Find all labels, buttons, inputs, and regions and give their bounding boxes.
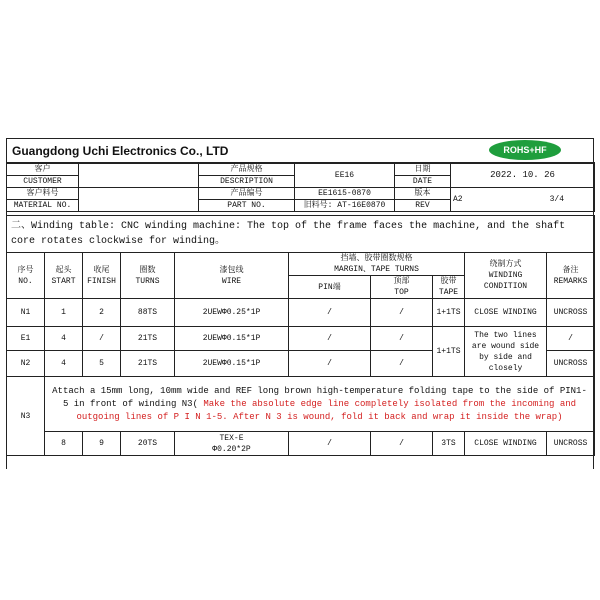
row-tape: 1+1TS [433, 327, 465, 377]
row-start: 4 [45, 327, 83, 351]
col-turns [121, 253, 175, 299]
header-table [6, 162, 595, 212]
col-margin [289, 253, 465, 276]
col-turns-en: TURNS [135, 276, 160, 286]
n3-note-text: Attach a 15mm long, 10mm wide and REF long brown high-temperature folding tape to the side of PIN1-5 in front of winding N3( [52, 385, 587, 409]
part-cn: 产品编号 [199, 188, 295, 200]
material-value [79, 188, 199, 212]
col-finish-cn: 收尾 [93, 265, 110, 275]
rev-en: REV [395, 200, 451, 212]
n3-note [45, 377, 595, 432]
table-row [7, 377, 595, 432]
col-remarks [547, 253, 595, 299]
date-en: DATE [395, 176, 451, 188]
row-wire: 2UEWΦ0.25*1P [175, 299, 289, 327]
row-finish: / [83, 327, 121, 351]
customer-cn: 客户 [7, 163, 79, 176]
col-margin-en: MARGIN、TAPE TURNS [334, 265, 419, 274]
page-number: 3/4 [549, 195, 564, 204]
col-no-cn: 序号 [17, 265, 34, 275]
row-finish: 2 [83, 299, 121, 327]
row-start: 1 [45, 299, 83, 327]
col-wire [175, 253, 289, 299]
col-start-en: START [51, 276, 76, 286]
col-condition [465, 253, 547, 299]
desc-value: EE16 [295, 163, 395, 188]
material-en: MATERIAL NO. [7, 200, 79, 212]
col-start-cn: 起头 [55, 265, 72, 275]
col-top-cn: 顶部 [393, 277, 410, 286]
row-wire-line1: TEX-E [219, 433, 244, 443]
row-no: E1 [7, 327, 45, 351]
row-pin: / [289, 351, 371, 377]
col-remarks-cn: 备注 [562, 265, 579, 275]
row-condition: The two lines are wound side by side and closely [465, 327, 547, 377]
row-finish: 9 [83, 432, 121, 456]
col-cond-en1: WINDING [488, 271, 523, 280]
row-remarks: UNCROSS [547, 351, 595, 377]
col-pin: PIN端 [289, 276, 371, 299]
row-wire [175, 432, 289, 456]
col-tape-cn: 胶带 [440, 277, 457, 286]
part-old-number: 旧料号: AT-16E0870 [295, 200, 395, 212]
material-cn: 客户料号 [7, 188, 79, 200]
row-turns: 21TS [121, 327, 175, 351]
row-wire-line2: Φ0.20*2P [212, 444, 251, 454]
rev-cn: 版本 [395, 188, 451, 200]
rohs-badge: ROHS+HF [489, 140, 561, 160]
row-condition: CLOSE WINDING [465, 299, 547, 327]
desc-cn: 产品规格 [199, 163, 295, 176]
part-en: PART NO. [199, 200, 295, 212]
col-top-en: TOP [394, 288, 409, 297]
row-pin: / [289, 299, 371, 327]
rev-value: A2 [453, 195, 463, 204]
col-turns-cn: 圈数 [139, 265, 156, 275]
row-no: N2 [7, 351, 45, 377]
col-cond-cn: 绕制方式 [489, 260, 522, 269]
row-top: / [371, 432, 433, 456]
row-turns: 20TS [121, 432, 175, 456]
row-pin: / [289, 432, 371, 456]
col-top [371, 276, 433, 299]
company-name: Guangdong Uchi Electronics Co., LTD [12, 144, 229, 158]
col-margin-cn: 挡墙、胶带圈数规格 [340, 254, 413, 263]
table-row [7, 299, 595, 327]
col-no-en: NO. [18, 276, 33, 286]
row-no: N1 [7, 299, 45, 327]
col-start [45, 253, 83, 299]
desc-en: DESCRIPTION [199, 176, 295, 188]
row-wire: 2UEWΦ0.15*1P [175, 327, 289, 351]
winding-title: 二、Winding table: CNC winding machine: The top of the frame faces the machine, and the shaft core rotates clockwise for winding。 [7, 216, 595, 253]
row-start: 4 [45, 351, 83, 377]
rev-page-cell [451, 188, 595, 212]
row-top: / [371, 327, 433, 351]
part-value: EE1615-0870 [295, 188, 395, 200]
col-cond-en2: CONDITION [483, 282, 528, 291]
customer-value [79, 163, 199, 188]
table-row [7, 327, 595, 351]
date-value: 2022. 10. 26 [451, 163, 595, 188]
date-cn: 日期 [395, 163, 451, 176]
col-no [7, 253, 45, 299]
row-wire: 2UEWΦ0.15*1P [175, 351, 289, 377]
row-remarks: UNCROSS [547, 432, 595, 456]
col-wire-cn: 漆包线 [219, 265, 244, 275]
col-finish [83, 253, 121, 299]
col-wire-en: WIRE [221, 276, 242, 286]
row-top: / [371, 351, 433, 377]
row-remarks: UNCROSS [547, 299, 595, 327]
row-no: N3 [7, 377, 45, 456]
row-pin: / [289, 327, 371, 351]
row-tape: 3TS [433, 432, 465, 456]
row-turns: 88TS [121, 299, 175, 327]
row-start: 8 [45, 432, 83, 456]
row-finish: 5 [83, 351, 121, 377]
row-turns: 21TS [121, 351, 175, 377]
row-tape: 1+1TS [433, 299, 465, 327]
col-remarks-en: REMARKS [553, 276, 588, 286]
row-top: / [371, 299, 433, 327]
winding-table [6, 215, 595, 456]
row-condition: CLOSE WINDING [465, 432, 547, 456]
col-tape [433, 276, 465, 299]
row-remarks: / [547, 327, 595, 351]
customer-en: CUSTOMER [7, 176, 79, 188]
table-row [7, 432, 595, 456]
col-finish-en: FINISH [87, 276, 116, 286]
n3-note-warning: Make the absolute edge line completely isolated from the incoming and outgoing lines of P I N 1-5. After N 3 is wound, fold it back and wrap it inside the wrap) [76, 398, 577, 422]
col-tape-en: TAPE [438, 288, 459, 297]
